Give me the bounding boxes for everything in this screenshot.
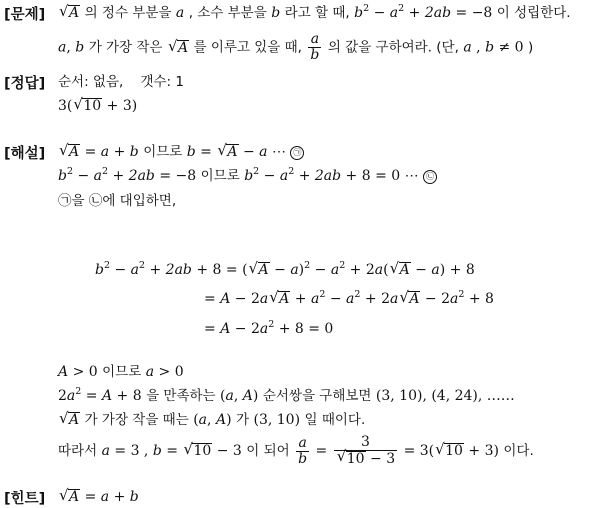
explanation-line-1: √ A = a + b 이므로 b = √ A − a ⋯ ㉠: [58, 143, 304, 161]
problem-line-2: a, b 가 가장 작은 √ A 를 이루고 있을 때, $\frac{a}{b}$ 의 값을 구하여라. (단, a , b ≠ 0 ): [58, 32, 533, 63]
explanation-line-5: $2a^2 = A + 8$ 을 만족하는 (a, A) 순서쌍을 구해보면 (3, 10), (4, 24), ……: [58, 386, 515, 404]
equation-line-2: = A − 2a√ $A + a^2 - a^2 + 2a√$ $A - 2a^2 + 8$: [204, 290, 494, 308]
explanation-label: [해설]: [4, 146, 46, 162]
problem-line-1: √ A 의 정수 부분을 a , 소수 부분을 b 라고 할 때, $b^2 - a^2 + 2ab = -8$ 이 성립한다.: [58, 4, 571, 22]
answer-label: [정답]: [4, 76, 46, 92]
equation-line-3: = $A - 2a^2 + 8 = 0$: [204, 319, 334, 337]
problem-label: [문제]: [4, 7, 46, 23]
hint-label: [힌트]: [4, 491, 46, 507]
explanation-line-7: 따라서 a = 3 , b = √ 10 − 3 이 되어 $\frac{a}{b}$ = 3 √ 10 − 3 = 3(√ 10 + 3) 이다.: [58, 435, 534, 467]
hint-text: √ A = a + b: [58, 488, 139, 506]
explanation-line-3: ㉠을 ㉡에 대입하면,: [58, 193, 177, 209]
answer-meta: 순서: 없음, 갯수: 1: [58, 74, 184, 90]
explanation-line-2: $b^2 - a^2 + 2ab = -8$ 이므로 $b^2 - a^2 + 2ab + 8 = 0$ ⋯ ㉡: [58, 167, 437, 185]
answer-value: 3(√ 10 + 3): [58, 97, 137, 115]
equation-line-1: $b^2 - a^2 + 2ab + 8$ = (√ $A - a)^2 - a^2 + 2a(√$ A − a) + 8: [95, 261, 475, 279]
explanation-line-6: √ A 가 가장 작을 때는 (a, A) 가 (3, 10) 일 때이다.: [58, 411, 365, 429]
explanation-line-4: A > 0 이므로 a > 0: [58, 364, 184, 380]
